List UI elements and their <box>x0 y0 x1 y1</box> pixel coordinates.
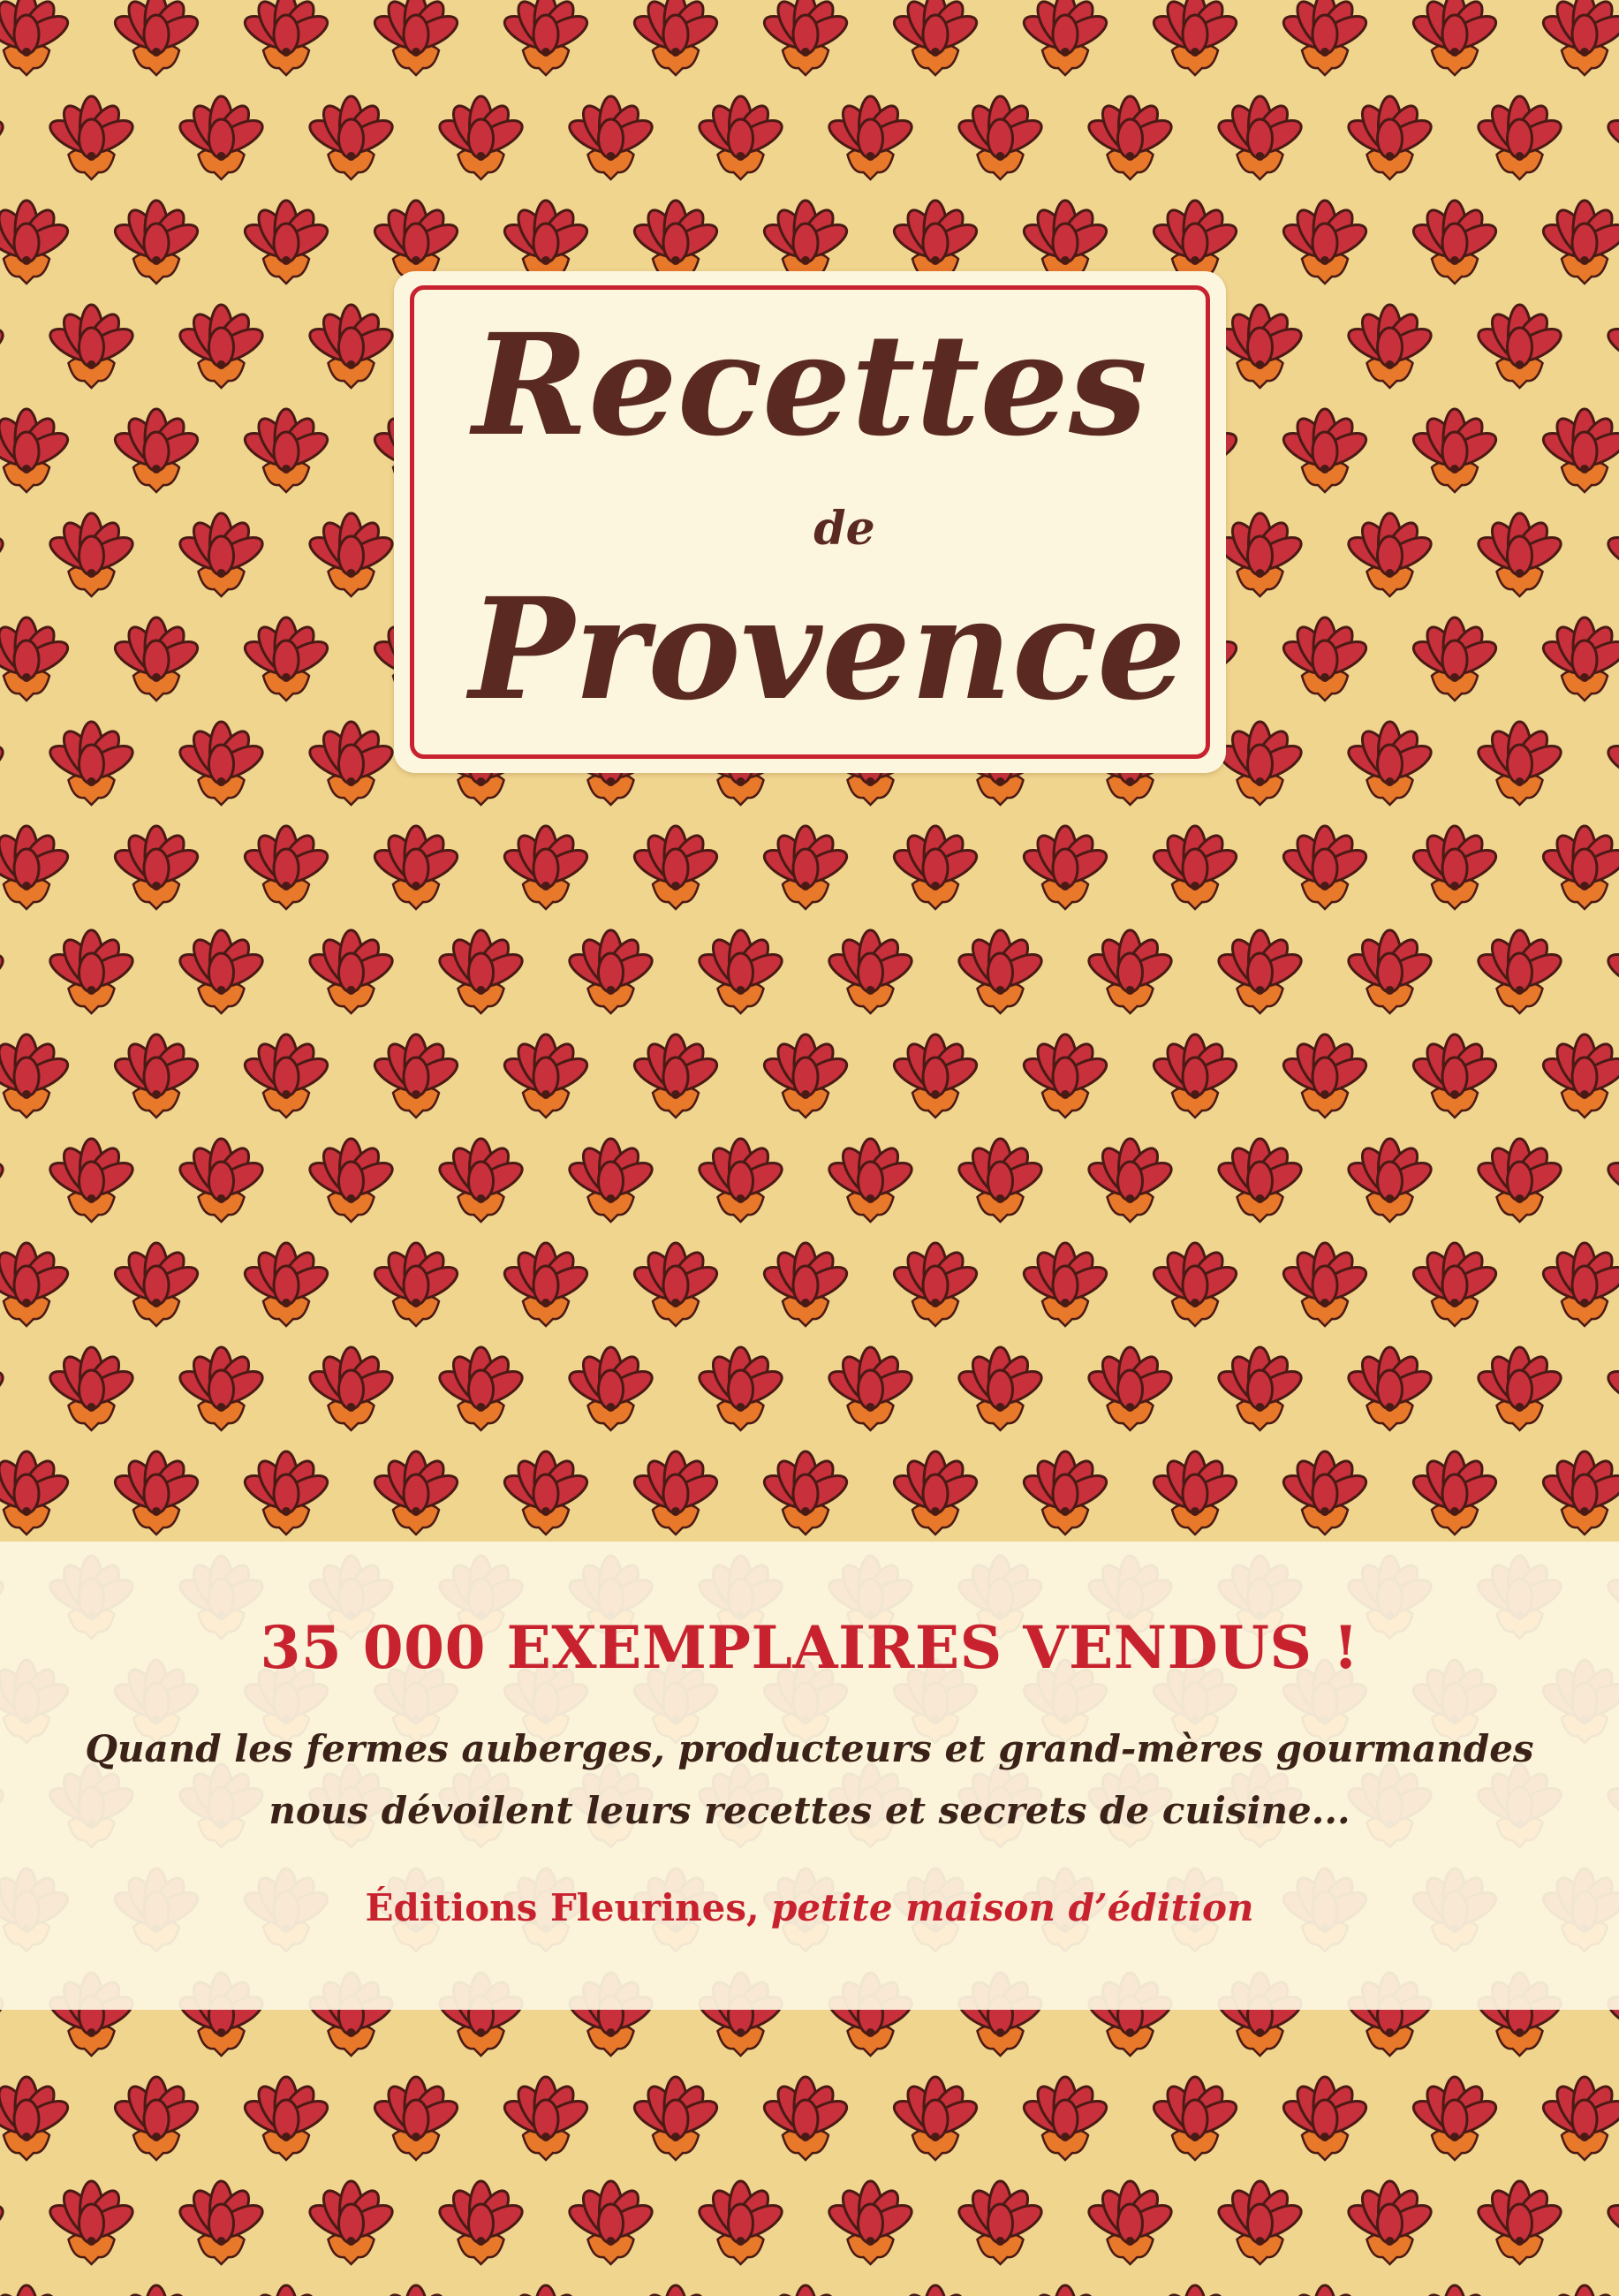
floral-motif <box>175 930 267 1013</box>
floral-motif <box>1279 0 1371 75</box>
floral-motif <box>435 1139 526 1222</box>
floral-motif <box>1603 513 1619 596</box>
floral-motif <box>500 0 592 75</box>
floral-motif <box>305 305 397 388</box>
floral-motif <box>305 930 397 1013</box>
floral-motif <box>564 1347 656 1430</box>
title-provence: Provence <box>469 568 1186 731</box>
sales-headline: 35 000 EXEMPLAIRES VENDUS ! <box>260 1613 1359 1682</box>
tagline-line-2: nous dévoilent leurs recettes et secrets de cuisine... <box>269 1789 1350 1832</box>
floral-motif <box>1019 1034 1111 1118</box>
floral-motif <box>1343 305 1435 388</box>
floral-motif <box>0 2181 8 2264</box>
floral-motif <box>954 2181 1046 2264</box>
floral-motif <box>1343 96 1435 179</box>
floral-motif <box>1279 618 1371 701</box>
floral-motif <box>760 2077 851 2160</box>
floral-motif <box>1409 1451 1501 1534</box>
floral-motif <box>630 2285 722 2296</box>
floral-motif <box>694 1139 786 1222</box>
floral-motif <box>0 1034 72 1118</box>
floral-motif <box>370 2077 462 2160</box>
publisher-name: Éditions Fleurines, <box>365 1886 760 1929</box>
floral-motif <box>1279 1243 1371 1326</box>
promo-band <box>0 1542 1619 2010</box>
floral-motif <box>1409 2285 1501 2296</box>
floral-motif <box>110 826 202 909</box>
floral-motif <box>175 1139 267 1222</box>
floral-motif <box>305 722 397 805</box>
floral-motif <box>1214 96 1305 179</box>
floral-motif <box>45 305 137 388</box>
floral-motif <box>1214 1139 1305 1222</box>
floral-motif <box>0 1451 72 1534</box>
floral-motif <box>1019 1451 1111 1534</box>
floral-motif <box>824 930 916 1013</box>
floral-motif <box>370 2285 462 2296</box>
floral-motif <box>0 201 72 284</box>
floral-motif <box>954 930 1046 1013</box>
floral-motif <box>760 1243 851 1326</box>
floral-motif <box>370 0 462 75</box>
floral-motif <box>435 1347 526 1430</box>
floral-motif <box>1343 1347 1435 1430</box>
floral-motif <box>889 2285 981 2296</box>
floral-motif <box>305 1139 397 1222</box>
floral-motif <box>1019 826 1111 909</box>
floral-motif <box>1603 930 1619 1013</box>
floral-motif <box>1409 409 1501 492</box>
floral-motif <box>240 1243 332 1326</box>
floral-motif <box>1539 201 1619 284</box>
floral-motif <box>889 1243 981 1326</box>
floral-motif <box>45 96 137 179</box>
floral-motif <box>1279 409 1371 492</box>
floral-motif <box>564 2181 656 2264</box>
floral-motif <box>1603 1139 1619 1222</box>
floral-motif <box>0 1139 8 1222</box>
floral-motif <box>110 0 202 75</box>
floral-motif <box>630 0 722 75</box>
floral-motif <box>1214 513 1305 596</box>
floral-motif <box>1149 1451 1241 1534</box>
floral-motif <box>1214 2181 1305 2264</box>
floral-motif <box>1019 0 1111 75</box>
floral-motif <box>500 1243 592 1326</box>
floral-motif <box>1149 1034 1241 1118</box>
floral-motif <box>305 96 397 179</box>
floral-motif <box>1214 1347 1305 1430</box>
floral-motif <box>0 2077 72 2160</box>
floral-motif <box>760 0 851 75</box>
floral-motif <box>1214 722 1305 805</box>
floral-motif <box>1214 930 1305 1013</box>
floral-motif <box>370 1034 462 1118</box>
floral-motif <box>1019 2285 1111 2296</box>
floral-motif <box>175 1347 267 1430</box>
floral-motif <box>435 96 526 179</box>
floral-motif <box>500 1034 592 1118</box>
floral-motif <box>1214 305 1305 388</box>
floral-motif <box>694 96 786 179</box>
floral-motif <box>1149 1243 1241 1326</box>
floral-motif <box>240 409 332 492</box>
floral-motif <box>1539 1034 1619 1118</box>
floral-motif <box>240 1451 332 1534</box>
floral-motif <box>694 930 786 1013</box>
floral-motif <box>45 1347 137 1430</box>
floral-motif <box>954 1347 1046 1430</box>
floral-motif <box>564 930 656 1013</box>
floral-motif <box>500 826 592 909</box>
floral-motif <box>1084 2181 1176 2264</box>
floral-motif <box>1603 305 1619 388</box>
floral-motif <box>1473 1139 1565 1222</box>
publisher-description: petite maison d’édition <box>770 1886 1254 1929</box>
floral-motif <box>1539 2077 1619 2160</box>
floral-motif <box>305 513 397 596</box>
floral-motif <box>1603 2181 1619 2264</box>
floral-motif <box>110 618 202 701</box>
floral-motif <box>1539 1451 1619 1534</box>
tagline-line-1: Quand les fermes auberges, producteurs et grand-mères gourmandes <box>85 1727 1534 1770</box>
floral-motif <box>1279 826 1371 909</box>
floral-motif <box>240 2077 332 2160</box>
floral-motif <box>45 930 137 1013</box>
floral-motif <box>0 1243 72 1326</box>
floral-motif <box>1539 0 1619 75</box>
floral-motif <box>110 2077 202 2160</box>
floral-motif <box>175 722 267 805</box>
floral-motif <box>824 2181 916 2264</box>
floral-motif <box>0 826 72 909</box>
floral-motif <box>435 2181 526 2264</box>
floral-motif <box>240 826 332 909</box>
floral-motif <box>435 930 526 1013</box>
floral-motif <box>45 513 137 596</box>
floral-motif <box>1343 722 1435 805</box>
floral-motif <box>824 1347 916 1430</box>
floral-motif <box>1084 1347 1176 1430</box>
floral-motif <box>630 1034 722 1118</box>
floral-motif <box>110 201 202 284</box>
floral-motif <box>1473 513 1565 596</box>
floral-motif <box>0 513 8 596</box>
floral-motif <box>240 2285 332 2296</box>
floral-motif <box>0 305 8 388</box>
floral-motif <box>1603 96 1619 179</box>
floral-motif <box>630 2077 722 2160</box>
floral-motif <box>954 1139 1046 1222</box>
floral-motif <box>1603 1347 1619 1430</box>
floral-motif <box>1539 1243 1619 1326</box>
floral-motif <box>1019 1243 1111 1326</box>
floral-motif <box>370 826 462 909</box>
floral-motif <box>1343 930 1435 1013</box>
floral-motif <box>1409 1034 1501 1118</box>
floral-motif <box>175 305 267 388</box>
floral-motif <box>889 0 981 75</box>
floral-motif <box>0 1347 8 1430</box>
floral-motif <box>240 1034 332 1118</box>
floral-motif <box>1473 305 1565 388</box>
floral-motif <box>175 96 267 179</box>
floral-motif <box>760 2285 851 2296</box>
publisher-line <box>0 1882 1619 1935</box>
floral-motif <box>0 0 72 75</box>
floral-motif <box>1473 1347 1565 1430</box>
floral-motif <box>824 96 916 179</box>
floral-motif <box>240 618 332 701</box>
floral-motif <box>630 826 722 909</box>
floral-motif <box>1409 826 1501 909</box>
floral-motif <box>1409 201 1501 284</box>
floral-motif <box>1084 1139 1176 1222</box>
title-plaque <box>394 271 1226 773</box>
floral-motif <box>0 930 8 1013</box>
floral-motif <box>694 2181 786 2264</box>
floral-motif <box>1409 618 1501 701</box>
floral-motif <box>110 2285 202 2296</box>
floral-motif <box>1473 2181 1565 2264</box>
floral-motif <box>1149 826 1241 909</box>
title-recettes: Recettes <box>472 304 1147 467</box>
floral-motif <box>564 1139 656 1222</box>
floral-motif <box>0 2285 72 2296</box>
floral-motif <box>110 1451 202 1534</box>
floral-motif <box>1279 1451 1371 1534</box>
floral-motif <box>1409 1243 1501 1326</box>
floral-motif <box>1084 930 1176 1013</box>
floral-motif <box>1603 722 1619 805</box>
floral-motif <box>630 1451 722 1534</box>
floral-motif <box>760 826 851 909</box>
floral-motif <box>1409 2077 1501 2160</box>
floral-motif <box>500 1451 592 1534</box>
floral-motif <box>760 1034 851 1118</box>
floral-motif <box>45 1139 137 1222</box>
floral-motif <box>630 1243 722 1326</box>
floral-motif <box>45 2181 137 2264</box>
floral-motif <box>110 1034 202 1118</box>
floral-motif <box>1539 826 1619 909</box>
floral-motif <box>1343 513 1435 596</box>
floral-motif <box>1149 2285 1241 2296</box>
floral-motif <box>1084 96 1176 179</box>
floral-motif <box>954 96 1046 179</box>
floral-motif <box>1473 96 1565 179</box>
floral-motif <box>45 722 137 805</box>
floral-motif <box>1409 0 1501 75</box>
floral-motif <box>175 2181 267 2264</box>
floral-motif <box>1539 409 1619 492</box>
floral-motif <box>694 1347 786 1430</box>
floral-motif <box>0 618 72 701</box>
floral-motif <box>889 2077 981 2160</box>
floral-motif <box>110 1243 202 1326</box>
floral-motif <box>1473 722 1565 805</box>
floral-motif <box>1539 2285 1619 2296</box>
floral-motif <box>889 1451 981 1534</box>
floral-motif <box>0 722 8 805</box>
floral-motif <box>1539 618 1619 701</box>
floral-motif <box>1019 2077 1111 2160</box>
title-de: de <box>813 502 875 556</box>
floral-motif <box>0 409 72 492</box>
floral-motif <box>110 409 202 492</box>
floral-motif <box>370 1451 462 1534</box>
floral-motif <box>0 96 8 179</box>
floral-motif <box>760 1451 851 1534</box>
floral-motif <box>1343 2181 1435 2264</box>
floral-motif <box>1279 201 1371 284</box>
floral-motif <box>1279 2077 1371 2160</box>
floral-motif <box>1279 1034 1371 1118</box>
floral-motif <box>305 1347 397 1430</box>
floral-motif <box>1473 930 1565 1013</box>
floral-motif <box>305 2181 397 2264</box>
floral-motif <box>175 513 267 596</box>
floral-motif <box>1149 0 1241 75</box>
floral-motif <box>1343 1139 1435 1222</box>
floral-motif <box>500 2285 592 2296</box>
floral-motif <box>240 0 332 75</box>
floral-motif <box>370 1243 462 1326</box>
floral-motif <box>889 1034 981 1118</box>
floral-motif <box>500 2077 592 2160</box>
floral-motif <box>889 826 981 909</box>
floral-motif <box>1279 2285 1371 2296</box>
floral-motif <box>1149 2077 1241 2160</box>
floral-motif <box>240 201 332 284</box>
floral-motif <box>564 96 656 179</box>
floral-motif <box>824 1139 916 1222</box>
